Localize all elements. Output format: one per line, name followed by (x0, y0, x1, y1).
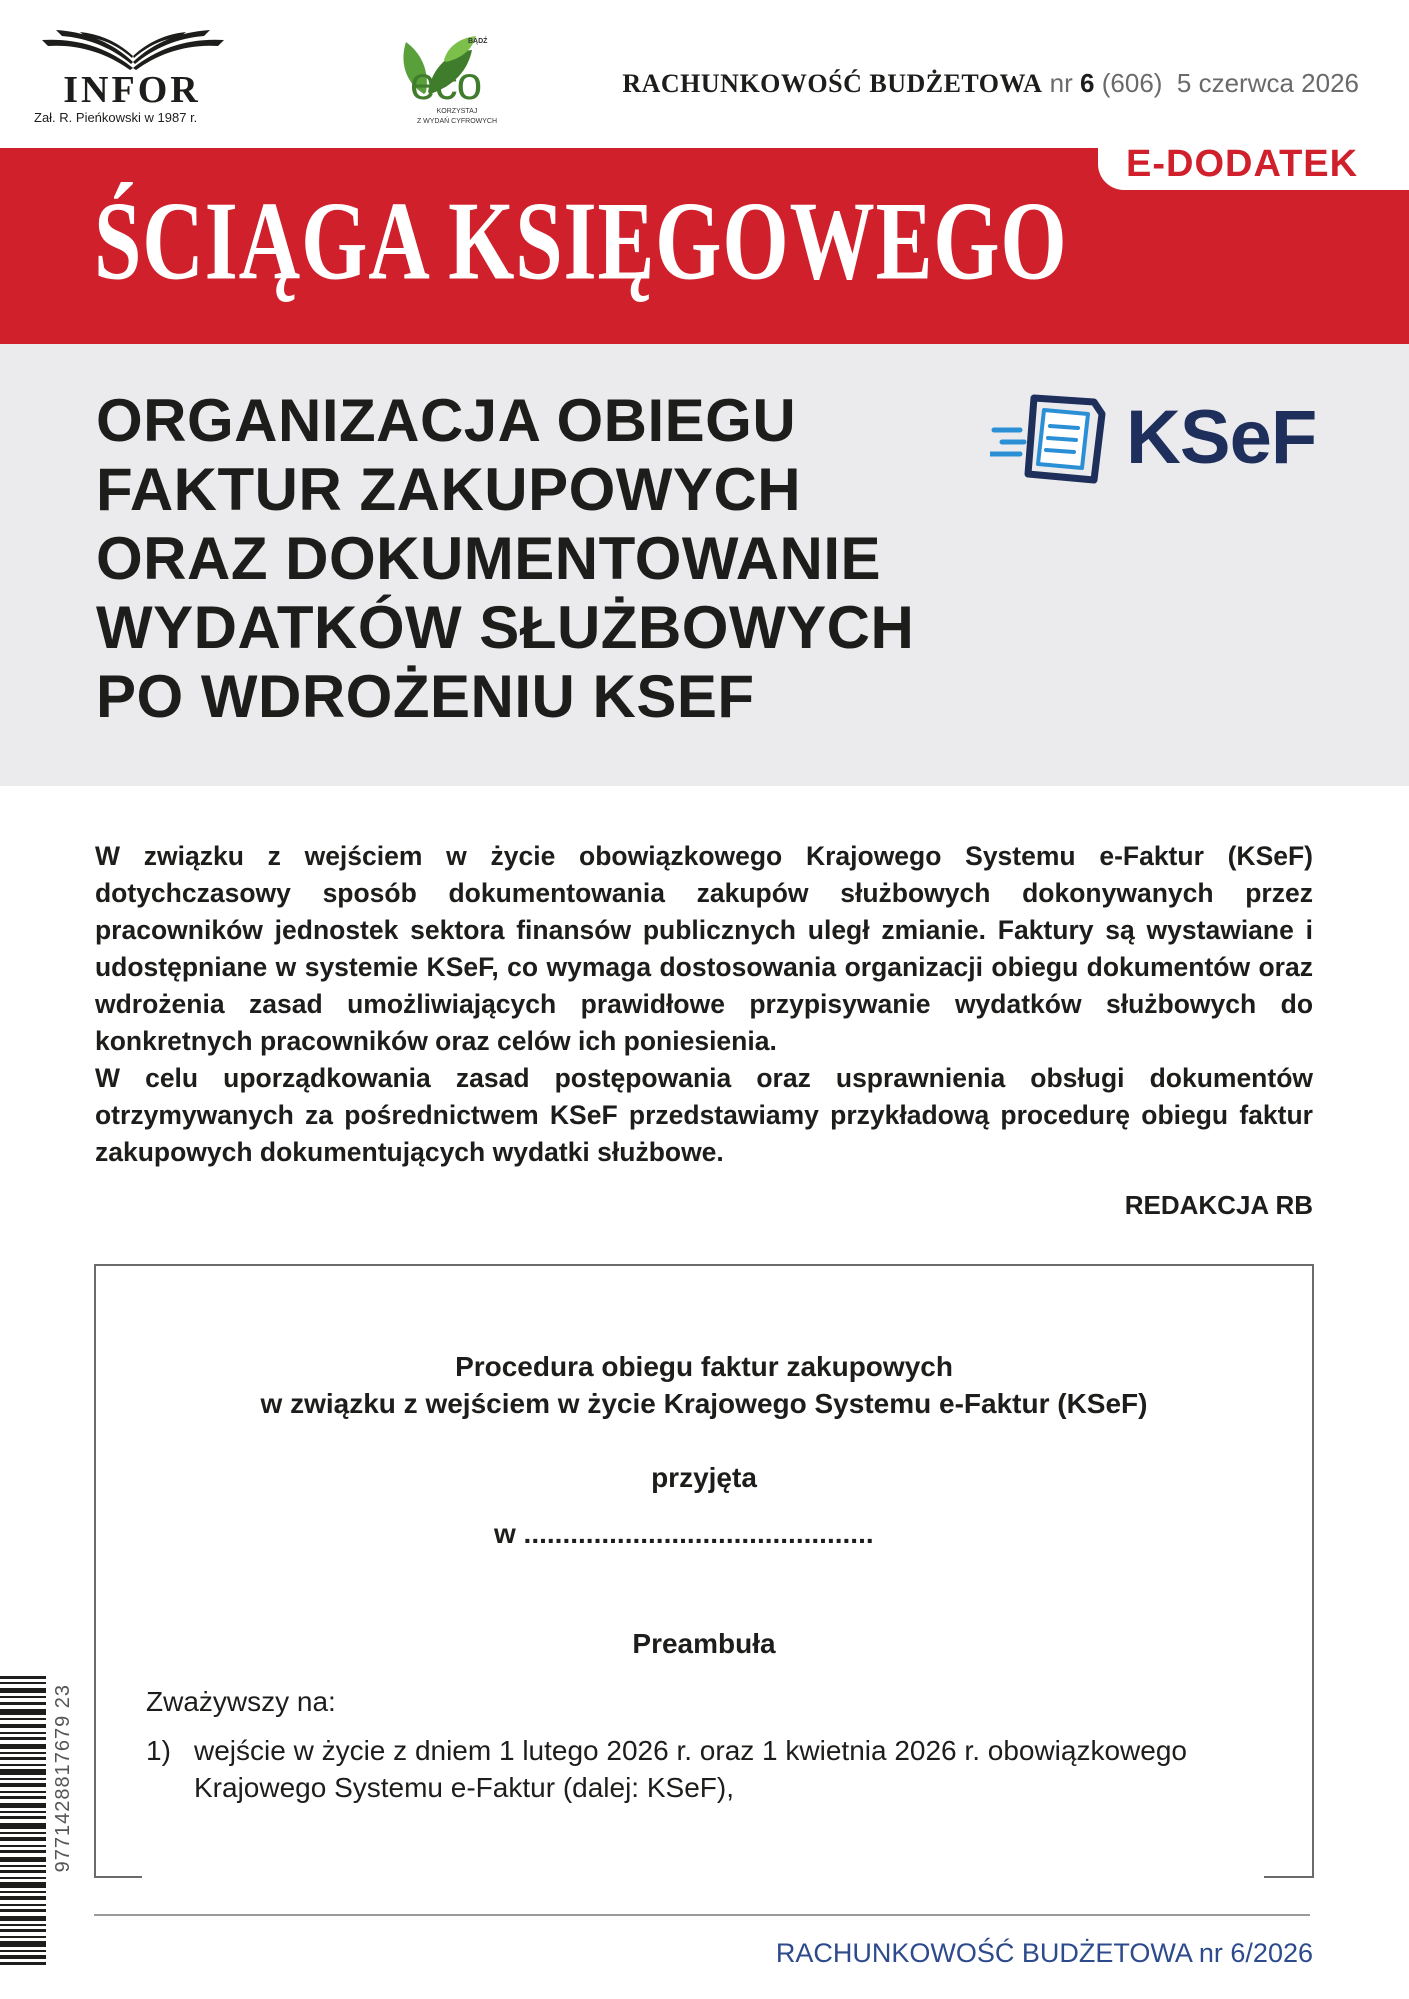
heading-line-5: PO WDROŻENIU KSEF (96, 663, 755, 730)
publication-name: RACHUNKOWOŚĆ BUDŻETOWA (622, 69, 1043, 98)
preamble-heading: Preambuła (632, 1628, 776, 1659)
list-item-number: 1) (146, 1735, 171, 1766)
issue-total: (606) (1101, 68, 1163, 98)
issue-number: 6 (1080, 68, 1095, 98)
procedure-adopted: przyjęta (651, 1462, 757, 1493)
intro-paragraph-2: W celu uporządkowania zasad postępowania oraz usprawnienia obsługi dokumentów otrzymywanych za pośrednictwem KSeF przedstawiamy przykładową procedurę obiegu faktur zakupowych dokumentujących wydatki służbowe. (95, 1063, 1313, 1167)
ksef-word: KSeF (1126, 395, 1317, 480)
issue-info (622, 68, 1359, 99)
eco-logo (384, 16, 524, 126)
barcode-icon (0, 1676, 46, 1966)
issue-date: 5 czerwca 2026 (1176, 68, 1359, 98)
edodatek-label: E-DODATEK (1126, 143, 1359, 185)
box-bottom-right-edge (1264, 1876, 1312, 1878)
open-book-wings-icon (38, 28, 228, 72)
footer-divider (94, 1914, 1310, 1916)
procedure-title-line-2: w związku z wejściem w życie Krajowego Systemu e-Faktur (KSeF) (260, 1388, 1148, 1419)
intro-paragraph-1: W związku z wejściem w życie obowiązkowego Krajowego Systemu e-Faktur (KSeF) dotychczasowy sposób dokumentowania zakupów służbowych dokonywanych przez pracowników jednostek sektora finansów publicznych uległ zmianie. Faktury są wystawiane i udostępniane w systemie KSeF, co wymaga dostosowania organizacji obiegu dokumentów oraz wdrożenia zasad umożliwiających prawidłowe przypisywanie wydatków służbowych do konkretnych pracowników oraz celów ich poniesienia. (95, 841, 1313, 1056)
main-heading (96, 386, 1016, 731)
infor-name: INFOR (63, 69, 201, 111)
procedure-title-line-1: Procedura obiegu faktur zakupowych (455, 1351, 953, 1382)
editorial-signature: REDAKCJA RB (1124, 1190, 1313, 1220)
infor-logo (32, 28, 242, 128)
whereas-label: Zważywszy na: (146, 1686, 336, 1717)
procedure-title (94, 1348, 1314, 1422)
barcode-digits: 9771428817679 23 (52, 1684, 74, 1873)
nr-label: nr (1049, 68, 1073, 98)
invoice-document-icon (990, 388, 1130, 488)
ksef-logo (990, 388, 1330, 488)
heading-line-4: WYDATKÓW SŁUŻBOWYCH (96, 594, 915, 661)
heading-line-2: FAKTUR ZAKUPOWYCH (96, 456, 802, 523)
infor-tagline: Zał. R. Pieńkowski w 1987 r. (34, 110, 198, 125)
eco-top-text: BĄDŹ (468, 38, 488, 45)
eco-subtext-1: KORZYSTAJ (436, 108, 478, 115)
list-item-text: wejście w życie z dniem 1 lutego 2026 r. oraz 1 kwietnia 2026 r. obowiązkowego Krajowego Systemu e-Faktur (dalej: KSeF), (194, 1735, 1187, 1803)
footer-text: RACHUNKOWOŚĆ BUDŻETOWA nr 6/2026 (775, 1938, 1313, 1968)
banner-title: ŚCIĄGA KSIĘGOWEGO (94, 178, 1068, 304)
intro-text (95, 838, 1313, 1171)
eco-subtext-2: Z WYDAŃ CYFROWYCH (416, 118, 498, 125)
list-item (146, 1732, 1266, 1806)
heading-line-3: ORAZ DOKUMENTOWANIE (96, 525, 882, 592)
heading-line-1: ORGANIZACJA OBIEGU (96, 387, 797, 454)
procedure-in-line: w ............................................. (494, 1518, 874, 1549)
eco-word: eco (410, 57, 482, 109)
box-bottom-left-edge (94, 1876, 142, 1878)
